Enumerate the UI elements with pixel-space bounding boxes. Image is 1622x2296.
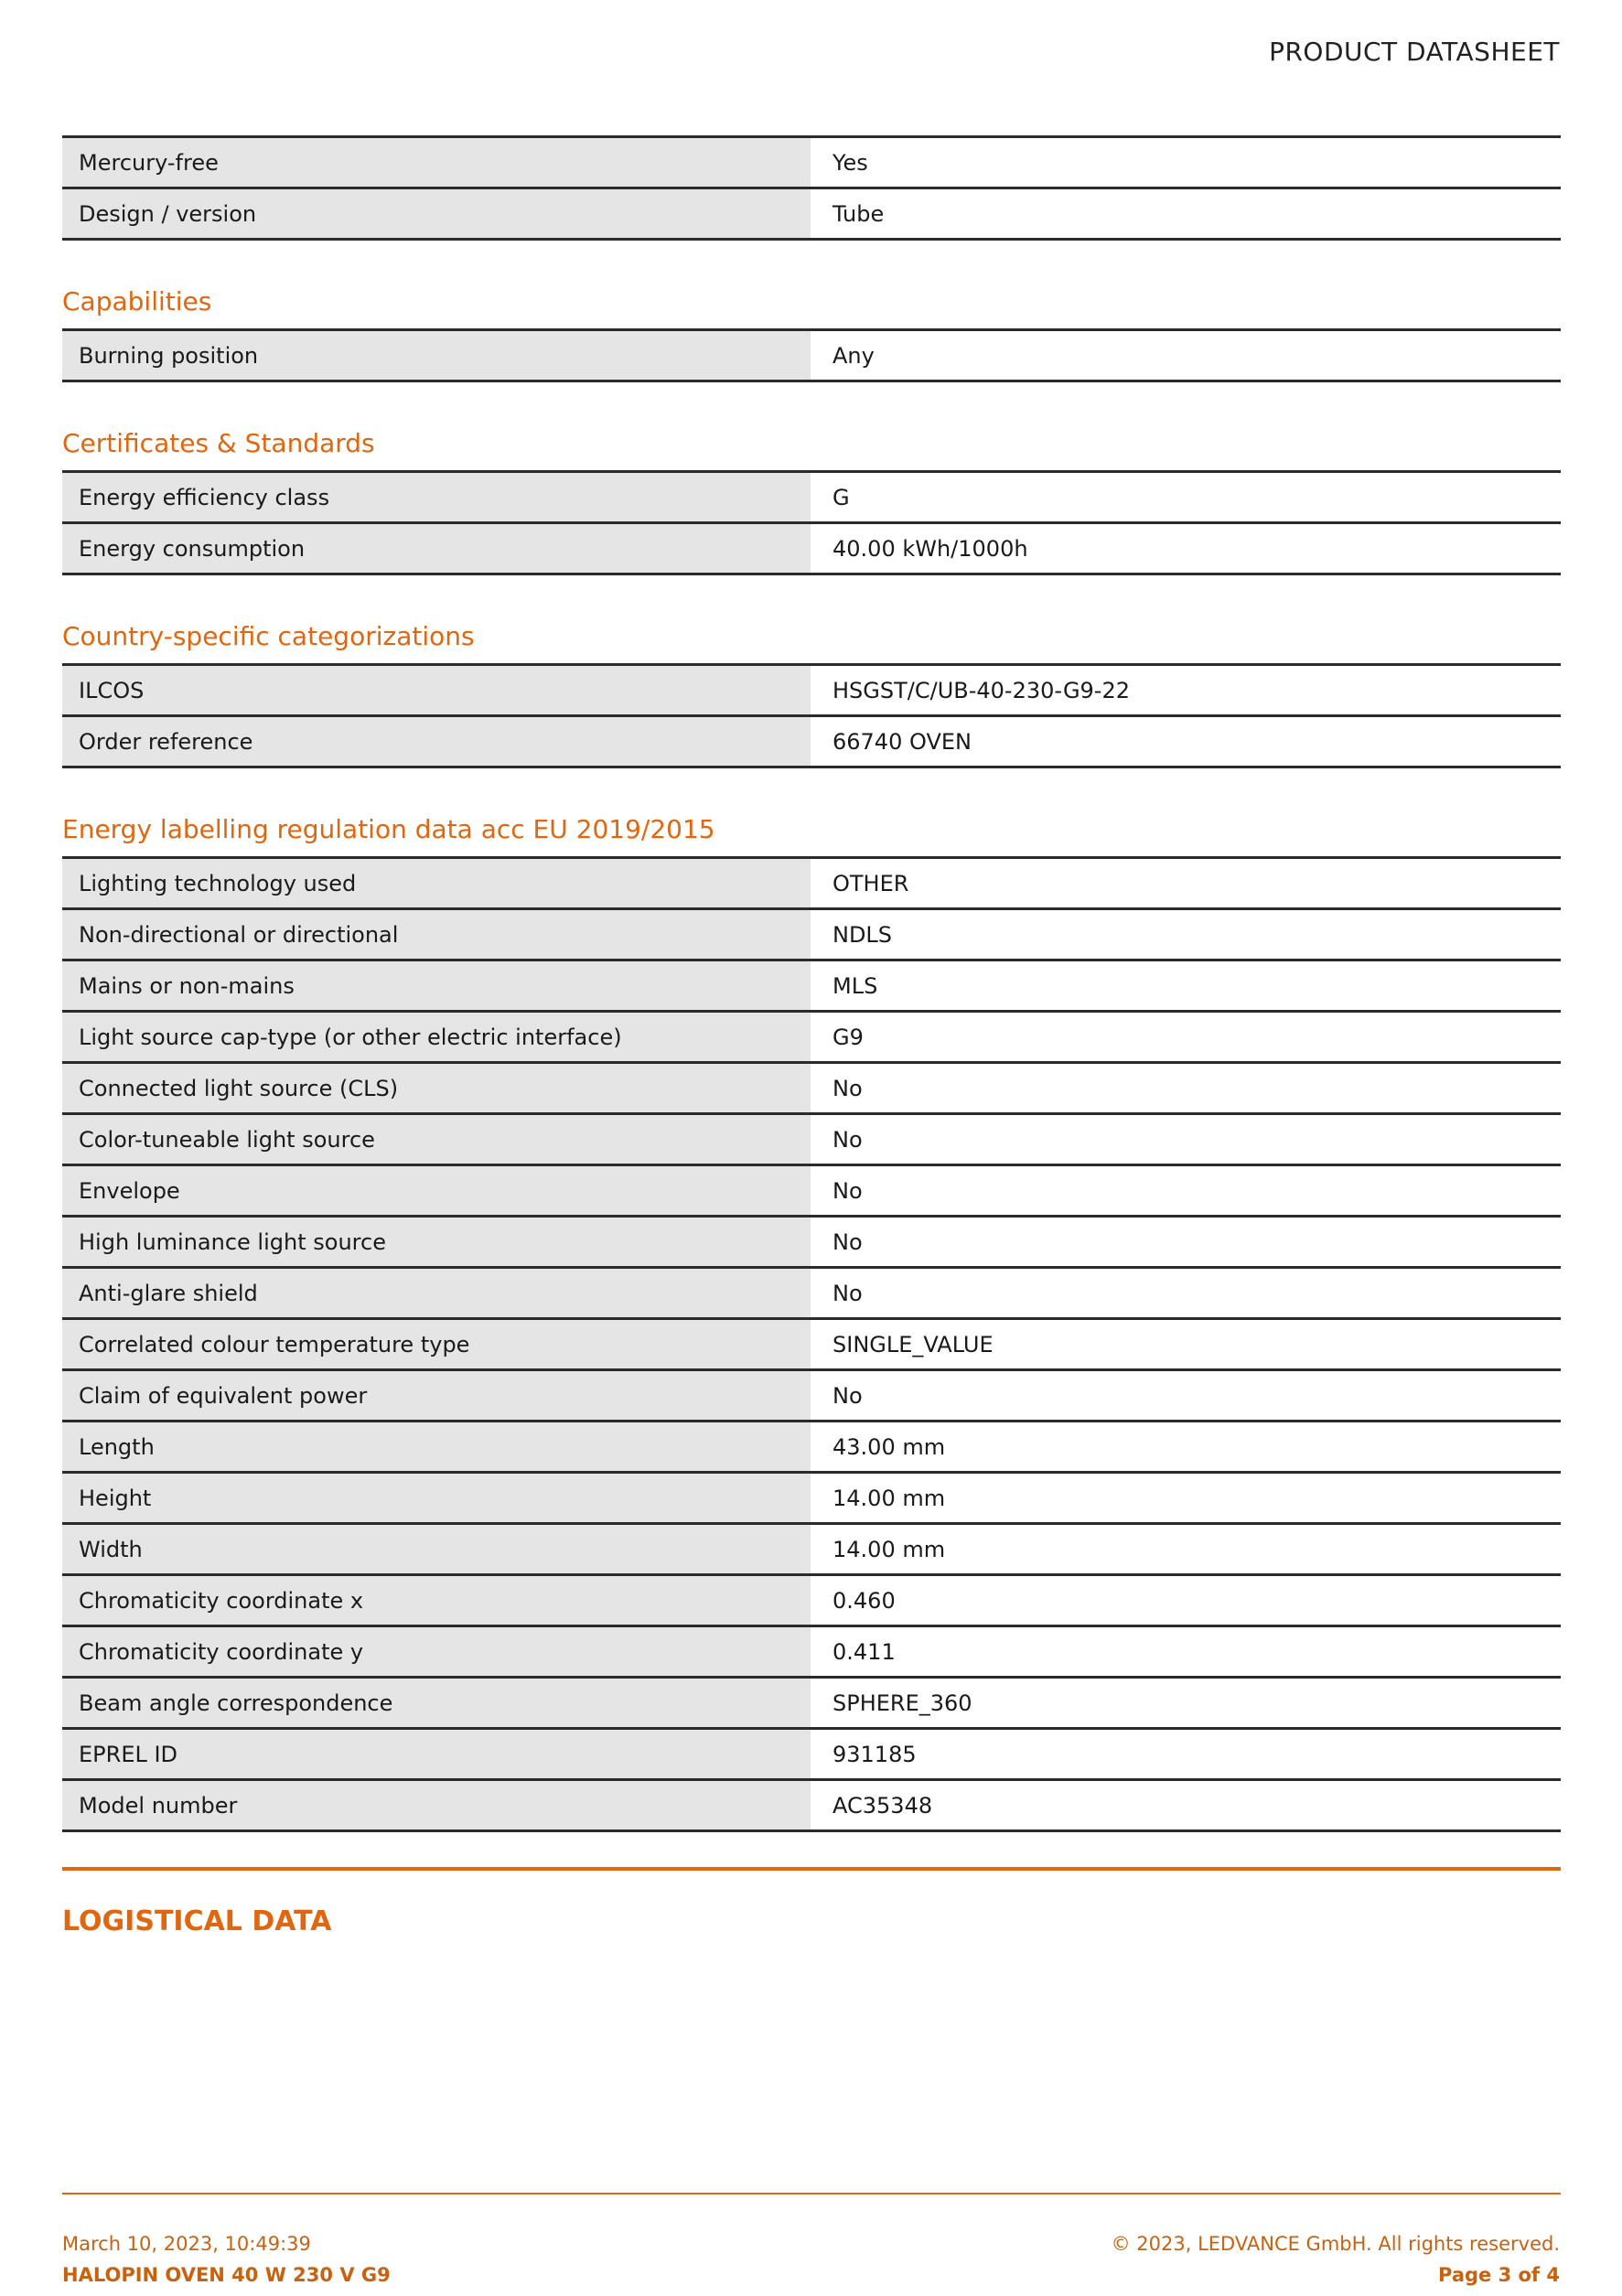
table-row	[62, 523, 1561, 574]
row-value: No	[816, 1217, 1561, 1268]
footer-divider	[62, 2193, 1561, 2194]
spec-table	[62, 470, 1561, 575]
table-row	[62, 1114, 1561, 1165]
footer-left	[62, 2228, 391, 2291]
row-value: No	[816, 1165, 1561, 1217]
row-label: Light source cap-type (or other electric interface)	[62, 1012, 811, 1063]
table-row	[62, 330, 1561, 381]
table-row	[62, 1217, 1561, 1268]
table-row	[62, 1729, 1561, 1780]
row-value: HSGST/C/UB-40-230-G9-22	[816, 665, 1561, 716]
table-row	[62, 665, 1561, 716]
row-value: 14.00 mm	[816, 1524, 1561, 1575]
row-label: Lighting technology used	[62, 858, 811, 909]
datasheet-content	[62, 135, 1561, 1937]
table-row	[62, 1012, 1561, 1063]
table-row	[62, 1626, 1561, 1678]
row-value: G9	[816, 1012, 1561, 1063]
row-label: Mains or non-mains	[62, 960, 811, 1012]
row-label: Height	[62, 1473, 811, 1524]
row-value: G	[816, 472, 1561, 523]
footer-page-number: Page 3 of 4	[1438, 2264, 1560, 2286]
row-value: No	[816, 1063, 1561, 1114]
row-value: No	[816, 1268, 1561, 1319]
section-title: Country-specific categorizations	[62, 621, 475, 651]
row-value: SINGLE_VALUE	[816, 1319, 1561, 1370]
footer-right	[1112, 2228, 1560, 2291]
row-value: No	[816, 1370, 1561, 1422]
row-label: Length	[62, 1422, 811, 1473]
row-value: No	[816, 1114, 1561, 1165]
row-value: AC35348	[816, 1780, 1561, 1831]
spec-table	[62, 135, 1561, 241]
row-label: Energy efficiency class	[62, 472, 811, 523]
logistical-data-title: LOGISTICAL DATA	[62, 1905, 332, 1937]
section-title: Capabilities	[62, 286, 212, 317]
row-label: Order reference	[62, 716, 811, 767]
row-label: Chromaticity coordinate x	[62, 1575, 811, 1626]
row-label: Correlated colour temperature type	[62, 1319, 811, 1370]
section-title: Certificates & Standards	[62, 428, 375, 458]
row-label: Mercury-free	[62, 137, 811, 188]
row-label: Chromaticity coordinate y	[62, 1626, 811, 1678]
row-value: 0.460	[816, 1575, 1561, 1626]
row-value: 66740 OVEN	[816, 716, 1561, 767]
table-row	[62, 1370, 1561, 1422]
row-label: ILCOS	[62, 665, 811, 716]
table-row	[62, 1319, 1561, 1370]
spec-table	[62, 663, 1561, 768]
table-row	[62, 1165, 1561, 1217]
section-general	[62, 135, 1561, 241]
table-row	[62, 1678, 1561, 1729]
table-row	[62, 137, 1561, 188]
spec-table	[62, 856, 1561, 1832]
row-value: OTHER	[816, 858, 1561, 909]
table-row	[62, 1524, 1561, 1575]
row-label: Model number	[62, 1780, 811, 1831]
row-label: High luminance light source	[62, 1217, 811, 1268]
footer-timestamp: March 10, 2023, 10:49:39	[62, 2233, 311, 2255]
row-value: Tube	[816, 188, 1561, 240]
table-row	[62, 472, 1561, 523]
row-label: Beam angle correspondence	[62, 1678, 811, 1729]
section-certificates	[62, 382, 1561, 575]
footer-product-name: HALOPIN OVEN 40 W 230 V G9	[62, 2264, 391, 2286]
row-value: Any	[816, 330, 1561, 381]
section-energy-labelling	[62, 768, 1561, 1832]
table-row	[62, 188, 1561, 240]
table-row	[62, 1063, 1561, 1114]
row-value: 0.411	[816, 1626, 1561, 1678]
section-title: Energy labelling regulation data acc EU 2019/2015	[62, 814, 715, 844]
row-label: Width	[62, 1524, 811, 1575]
row-value: 931185	[816, 1729, 1561, 1780]
section-capabilities	[62, 241, 1561, 382]
row-label: Color-tuneable light source	[62, 1114, 811, 1165]
row-label: Claim of equivalent power	[62, 1370, 811, 1422]
table-row	[62, 960, 1561, 1012]
table-row	[62, 858, 1561, 909]
row-label: Non-directional or directional	[62, 909, 811, 960]
spec-table	[62, 328, 1561, 382]
row-value: 40.00 kWh/1000h	[816, 523, 1561, 574]
row-label: Anti-glare shield	[62, 1268, 811, 1319]
row-label: Connected light source (CLS)	[62, 1063, 811, 1114]
row-value: 43.00 mm	[816, 1422, 1561, 1473]
row-label: Design / version	[62, 188, 811, 240]
row-label: Burning position	[62, 330, 811, 381]
row-value: SPHERE_360	[816, 1678, 1561, 1729]
table-row	[62, 1473, 1561, 1524]
table-row	[62, 716, 1561, 767]
row-label: EPREL ID	[62, 1729, 811, 1780]
row-label: Envelope	[62, 1165, 811, 1217]
section-country-categorizations	[62, 575, 1561, 768]
row-value: Yes	[816, 137, 1561, 188]
footer-copyright: © 2023, LEDVANCE GmbH. All rights reserved.	[1111, 2233, 1560, 2255]
page-header-title: PRODUCT DATASHEET	[1269, 37, 1560, 67]
table-row	[62, 909, 1561, 960]
row-value: 14.00 mm	[816, 1473, 1561, 1524]
row-label: Energy consumption	[62, 523, 811, 574]
table-row	[62, 1780, 1561, 1831]
row-value: NDLS	[816, 909, 1561, 960]
table-row	[62, 1422, 1561, 1473]
table-row	[62, 1575, 1561, 1626]
table-row	[62, 1268, 1561, 1319]
row-value: MLS	[816, 960, 1561, 1012]
